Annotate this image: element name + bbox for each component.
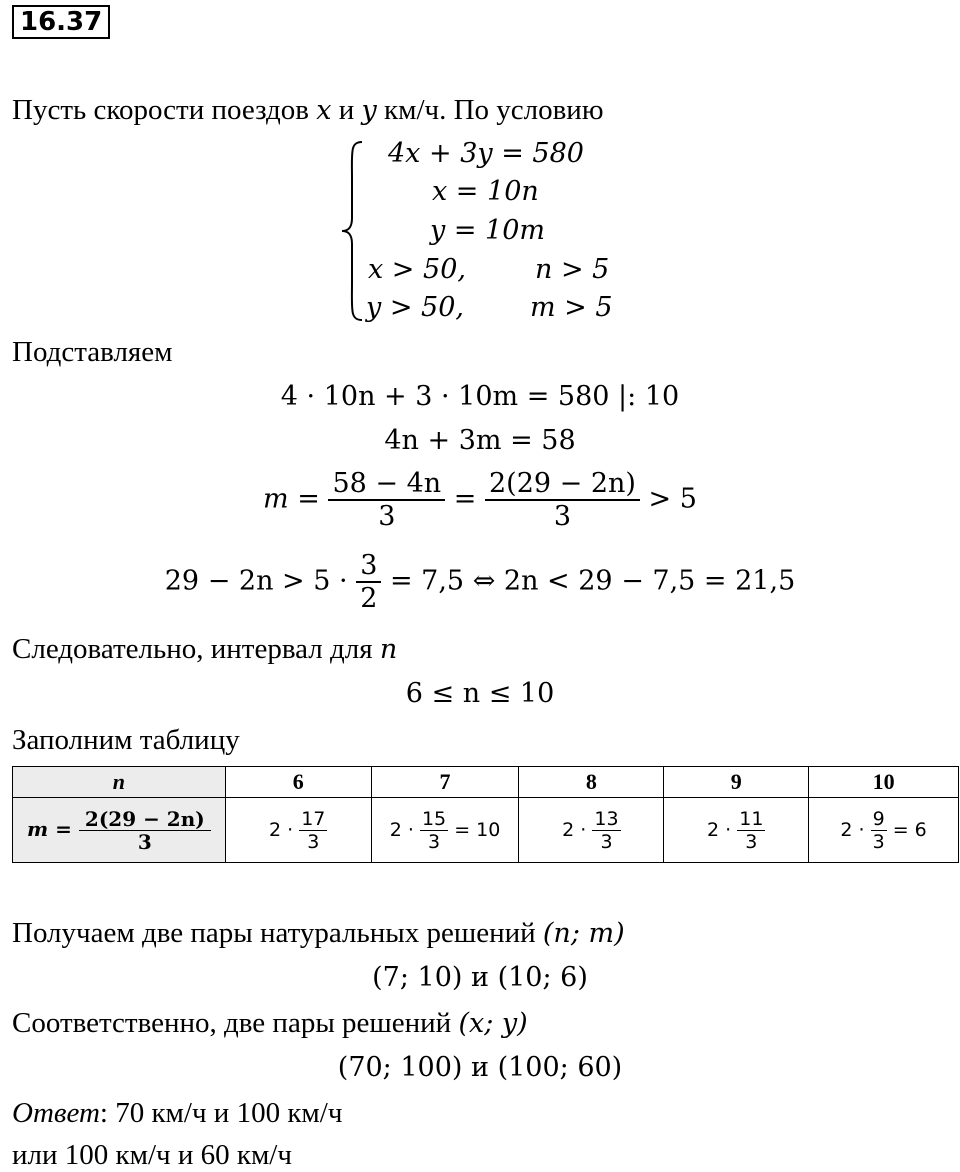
cell-fraction (592, 808, 620, 853)
cell-suffix: = 10 (454, 818, 501, 841)
eq3-eq: = (453, 483, 477, 515)
eq4-frac-num: 3 (356, 550, 381, 583)
table-header-n: n (13, 767, 226, 798)
cell-frac-num: 9 (872, 807, 885, 830)
table-label: Заполним таблицу (12, 724, 240, 756)
table-cell (664, 798, 809, 863)
cell-fraction (737, 808, 765, 853)
table-row (13, 798, 959, 863)
cell-fraction (871, 808, 887, 853)
system-line-4b: n > 5 (535, 254, 610, 285)
intro-var-x: x (316, 95, 332, 126)
cell-prefix: 2 · (269, 818, 294, 841)
system-line-3: y = 10m (430, 215, 546, 246)
table-header-row (13, 767, 959, 798)
answer-line-2: или 100 км/ч и 60 км/ч (12, 1139, 292, 1171)
eq3-fraction-2 (485, 468, 640, 532)
eq3-fraction-1 (328, 468, 445, 532)
table-cell (371, 798, 519, 863)
substitute-label: Подставляем (12, 336, 173, 368)
cell-frac-den: 3 (745, 830, 758, 853)
cell-prefix: 2 · (707, 818, 732, 841)
pairs-xy-label-vars: (x; y) (458, 1008, 528, 1039)
pairs-xy: (70; 100) и (100; 60) (337, 1052, 623, 1083)
table-header-cell: 7 (371, 767, 519, 798)
system-line-5a: y > 50, (366, 292, 464, 323)
system-brace (340, 140, 364, 322)
cell-frac-den: 3 (600, 830, 613, 853)
eq4-frac-den: 2 (360, 583, 378, 614)
eq4-left: 29 − 2n > 5 · (164, 565, 348, 597)
cell-prefix: 2 · (562, 818, 587, 841)
system-line-5b: m > 5 (530, 292, 613, 323)
interval-label-var: n (379, 634, 398, 665)
values-table (12, 766, 959, 863)
cell-frac-den: 3 (872, 830, 885, 853)
pairs-xy-label (12, 1007, 528, 1040)
pairs-nm: (7; 10) и (10; 6) (372, 962, 588, 993)
row-frac-num: 2(29 − 2n) (79, 808, 211, 831)
row-frac-den: 3 (137, 829, 152, 854)
eq4-right: = 7,5 ⇔ 2n < 29 − 7,5 = 21,5 (389, 565, 796, 597)
cell-fraction (299, 808, 327, 853)
interval-inequality: 6 ≤ n ≤ 10 (405, 678, 555, 709)
equation-2: 4n + 3m = 58 (384, 425, 576, 456)
eq4-fraction (356, 550, 381, 614)
eq3-frac1-num: 58 − 4n (328, 468, 445, 501)
answer-line-1: : 70 км/ч и 100 км/ч (99, 1097, 343, 1129)
pairs-nm-label-text: Получаем две пары натуральных решений (12, 917, 543, 949)
pairs-nm-label-vars: (n; m) (542, 918, 625, 949)
cell-frac-num: 11 (739, 807, 764, 830)
table-header-cell: 6 (225, 767, 371, 798)
intro-text-before: Пусть скорости поездов (12, 94, 317, 126)
intro-text-after: км/ч. По условию (376, 94, 604, 126)
pairs-xy-label-text: Соответственно, две пары решений (12, 1007, 459, 1039)
cell-suffix: = 6 (892, 818, 927, 841)
table-header-cell: 8 (519, 767, 664, 798)
eq3-lhs: m = (263, 483, 320, 515)
cell-frac-num: 13 (594, 807, 619, 830)
eq3-frac2-num: 2(29 − 2n) (485, 468, 640, 501)
table-header-cell: 10 (809, 767, 959, 798)
answer-label: Ответ (12, 1097, 100, 1129)
cell-frac-num: 17 (301, 807, 326, 830)
answer (12, 1097, 342, 1130)
problem-number: 16.37 (12, 5, 110, 39)
intro-var-y: y (361, 95, 377, 126)
cell-frac-den: 3 (428, 830, 441, 853)
system-line-4a: x > 50, (368, 254, 466, 285)
pairs-nm-label (12, 917, 625, 950)
eq3-frac1-den: 3 (378, 501, 396, 532)
cell-frac-num: 15 (421, 807, 447, 830)
equation-3 (0, 468, 960, 532)
table-cell (519, 798, 664, 863)
system-line-1: 4x + 3y = 580 (388, 138, 584, 169)
intro-text (12, 94, 604, 127)
cell-prefix: 2 · (840, 818, 865, 841)
eq3-rhs: > 5 (648, 483, 697, 515)
interval-label-text: Следовательно, интервал для (12, 633, 380, 665)
interval-label (12, 633, 397, 666)
equation-4 (0, 550, 960, 614)
system-line-2: x = 10n (432, 176, 539, 207)
eq3-frac2-den: 3 (553, 501, 572, 532)
cell-frac-den: 3 (307, 830, 320, 853)
row-fraction (79, 808, 211, 853)
table-header-cell: 9 (664, 767, 809, 798)
table-row-label (13, 798, 226, 863)
cell-prefix: 2 · (389, 818, 414, 841)
table-cell (225, 798, 371, 863)
cell-fraction (420, 808, 448, 853)
intro-and: и (331, 94, 362, 126)
equation-1: 4 · 10n + 3 · 10m = 580 |: 10 (280, 381, 680, 412)
row-lhs: m = (27, 816, 72, 841)
table-cell (809, 798, 959, 863)
